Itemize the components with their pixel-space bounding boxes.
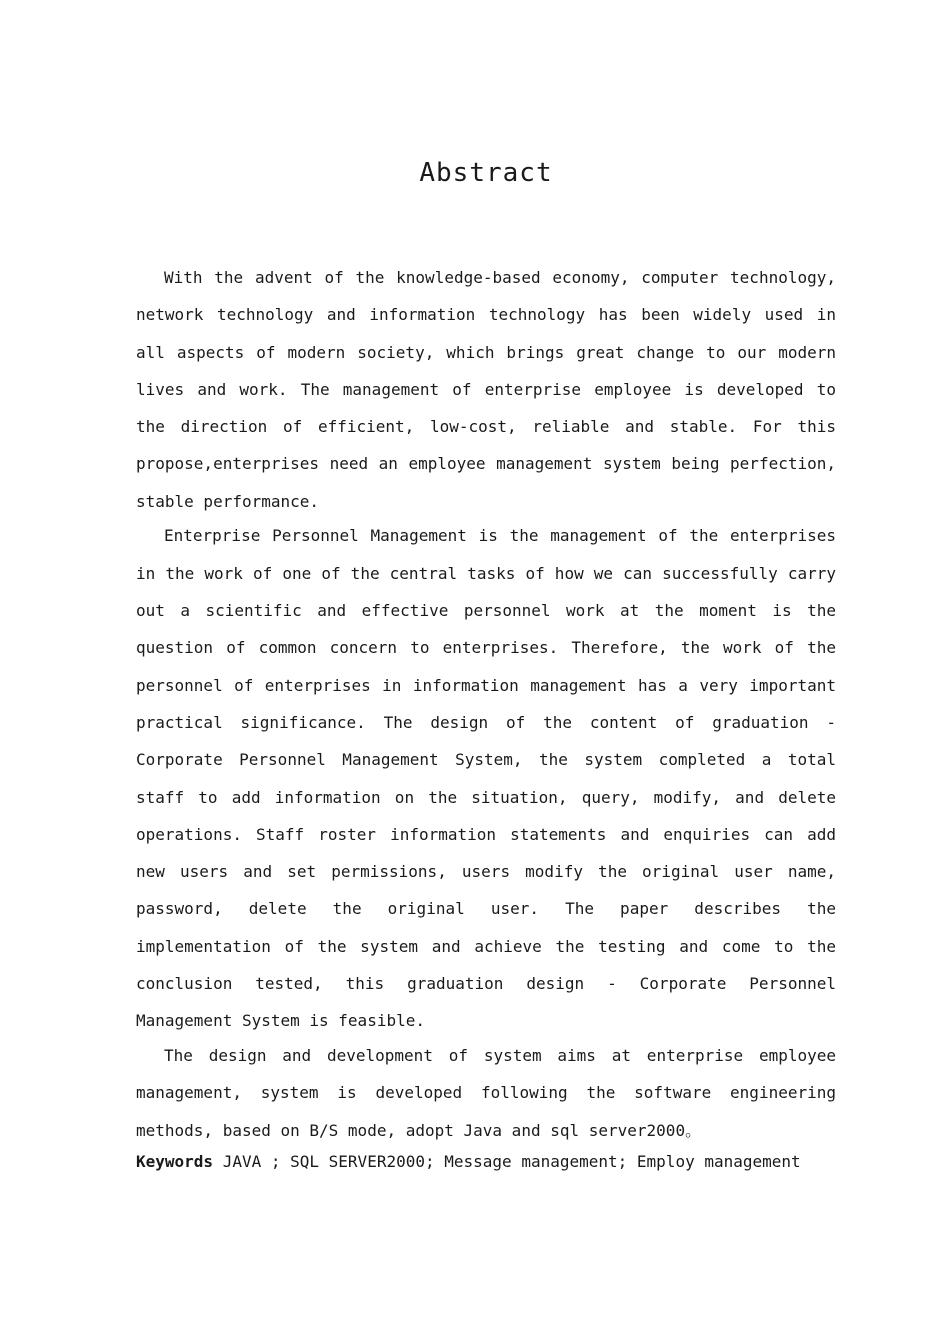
keywords-label: Keywords	[136, 1152, 214, 1171]
abstract-title: Abstract	[419, 158, 553, 188]
keywords-text: JAVA ; SQL SERVER2000; Message management; Employ management	[213, 1152, 801, 1171]
abstract-paragraph-3: The design and development of system aims at enterprise employee management, system is developed following the software engineering methods, based on B/S mode, adopt Java and sql server2000。	[136, 1046, 836, 1140]
abstract-body	[136, 259, 836, 1146]
abstract-paragraph-2: Enterprise Personnel Management is the management of the enterprises in the work of one of the central tasks of how we can successfully carry out a scientific and effective personnel work at the moment is the question of common concern to enterprises. Therefore, the work of the personnel of enterprises in information management has a very important practical significance. The design of the content of graduation - Corporate Personnel Management System, the system completed a total staff to add information on the situation, query, modify, and delete operations. Staff roster information statements and enquiries can add new users and set permissions, users modify the original user name, password, delete the original user. The paper describes the implementation of the system and achieve the testing and come to the conclusion tested, this graduation design - Corporate Personnel Management System is feasible.	[136, 526, 836, 1031]
abstract-paragraph-1: With the advent of the knowledge-based economy, computer technology, network technology and information technology has been widely used in all aspects of modern society, which brings great change to our modern lives and work. The management of enterprise employee is developed to the direction of efficient, low-cost, reliable and stable. For this propose,enterprises need an employee management system being perfection, stable performance.	[136, 268, 836, 511]
keywords-line	[136, 1145, 801, 1179]
